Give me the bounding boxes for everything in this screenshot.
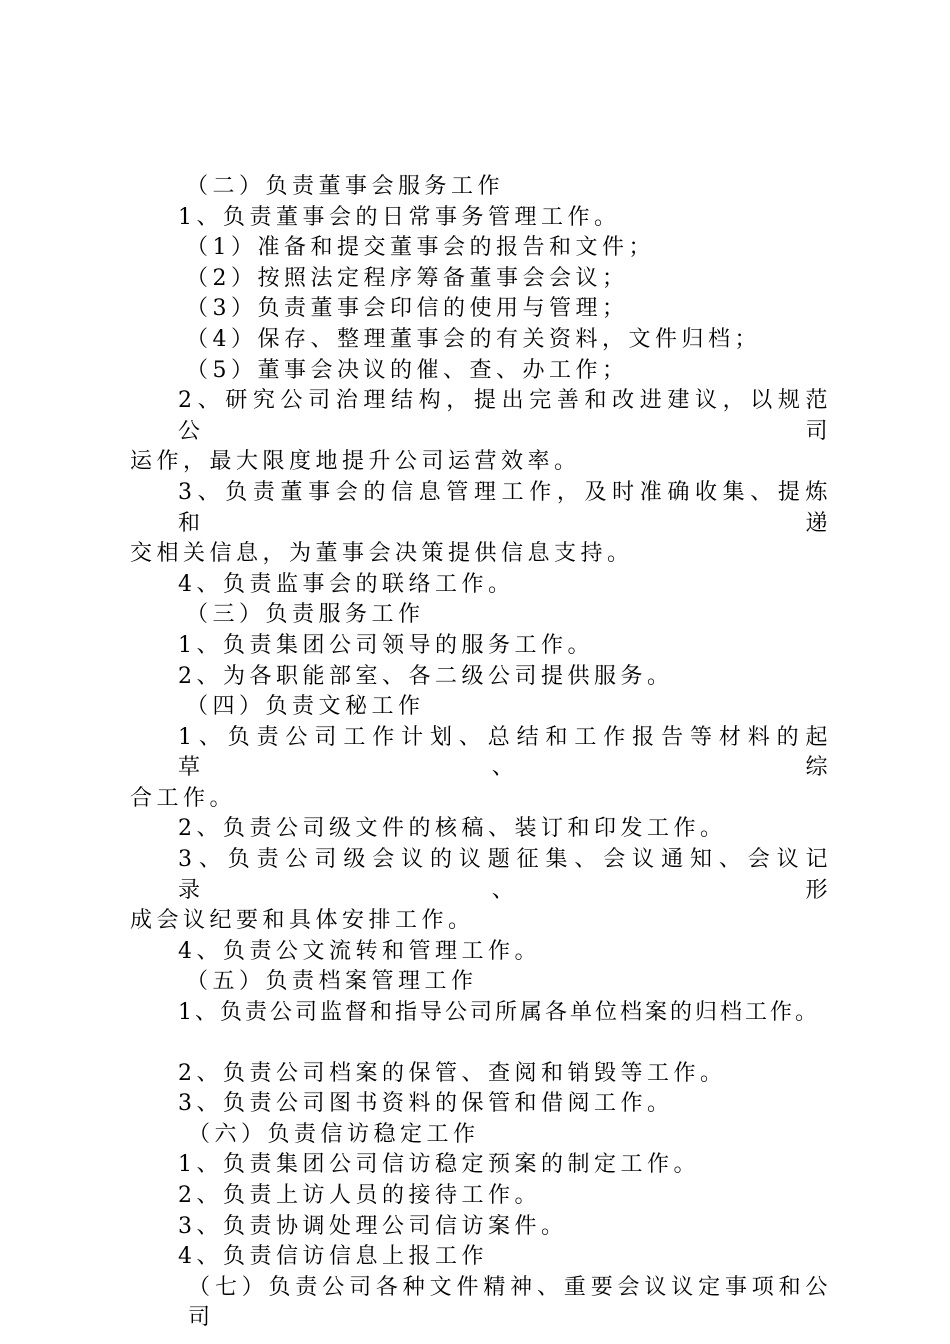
paragraph-line: 3、负责董事会的信息管理工作，及时准确收集、提炼和递 <box>178 479 832 536</box>
paragraph-line: 成会议纪要和具体安排工作。 <box>130 908 475 934</box>
paragraph-line: （2）按照法定程序筹备董事会会议； <box>186 265 629 291</box>
paragraph-line: 4、负责信访信息上报工作 <box>178 1244 488 1270</box>
paragraph-line: 1、负责董事会的日常事务管理工作。 <box>178 204 621 230</box>
paragraph-line: （4）保存、整理董事会的有关资料，文件归档； <box>186 326 761 352</box>
section-heading-4: （四）负责文秘工作 <box>186 694 425 720</box>
paragraph-line: 1、负责集团公司领导的服务工作。 <box>178 632 594 658</box>
paragraph-line: 1、负责公司工作计划、总结和工作报告等材料的起草、综 <box>178 724 832 781</box>
paragraph-line: 1、负责公司监督和指导公司所属各单位档案的归档工作。 <box>178 1000 820 1026</box>
paragraph-line: 3、负责公司图书资料的保管和借阅工作。 <box>178 1091 674 1117</box>
paragraph-line: 2、为各职能部室、各二级公司提供服务。 <box>178 663 674 689</box>
paragraph-line: 2、负责公司档案的保管、查阅和销毁等工作。 <box>178 1060 727 1086</box>
paragraph-line: 4、负责监事会的联络工作。 <box>178 571 515 597</box>
paragraph-line: 2、负责上访人员的接待工作。 <box>178 1183 541 1208</box>
paragraph-line: 交相关信息，为董事会决策提供信息支持。 <box>130 541 634 567</box>
document-body <box>130 172 832 1334</box>
paragraph-line: （3）负责董事会印信的使用与管理； <box>186 296 629 322</box>
paragraph-line: 2、负责公司级文件的核稿、装订和印发工作。 <box>178 816 727 842</box>
paragraph-line: 3、负责协调处理公司信访案件。 <box>178 1213 568 1239</box>
paragraph-line: 1、负责集团公司信访稳定预案的制定工作。 <box>178 1152 700 1178</box>
section-heading-6: （六）负责信访稳定工作 <box>188 1121 480 1147</box>
paragraph-line: （5）董事会决议的催、查、办工作； <box>186 357 629 383</box>
section-heading-2: （二）负责董事会服务工作 <box>186 174 505 199</box>
blank-line <box>130 1029 832 1059</box>
paragraph-line: 2、研究公司治理结构，提出完善和改进建议，以规范公司 <box>178 388 832 444</box>
paragraph-line: 3、负责公司级会议的议题征集、会议通知、会议记录、形 <box>178 847 832 903</box>
paragraph-line: 合工作。 <box>130 785 237 811</box>
paragraph-line: 运作，最大限度地提升公司运营效率。 <box>130 449 581 475</box>
section-heading-7: （七）负责公司各种文件精神、重要会议议定事项和公司 <box>188 1274 832 1331</box>
paragraph-line: 4、负责公文流转和管理工作。 <box>178 938 541 964</box>
section-heading-3: （三）负责服务工作 <box>186 602 425 628</box>
section-heading-5: （五）负责档案管理工作 <box>186 969 478 995</box>
paragraph-line: （1）准备和提交董事会的报告和文件； <box>186 235 655 261</box>
